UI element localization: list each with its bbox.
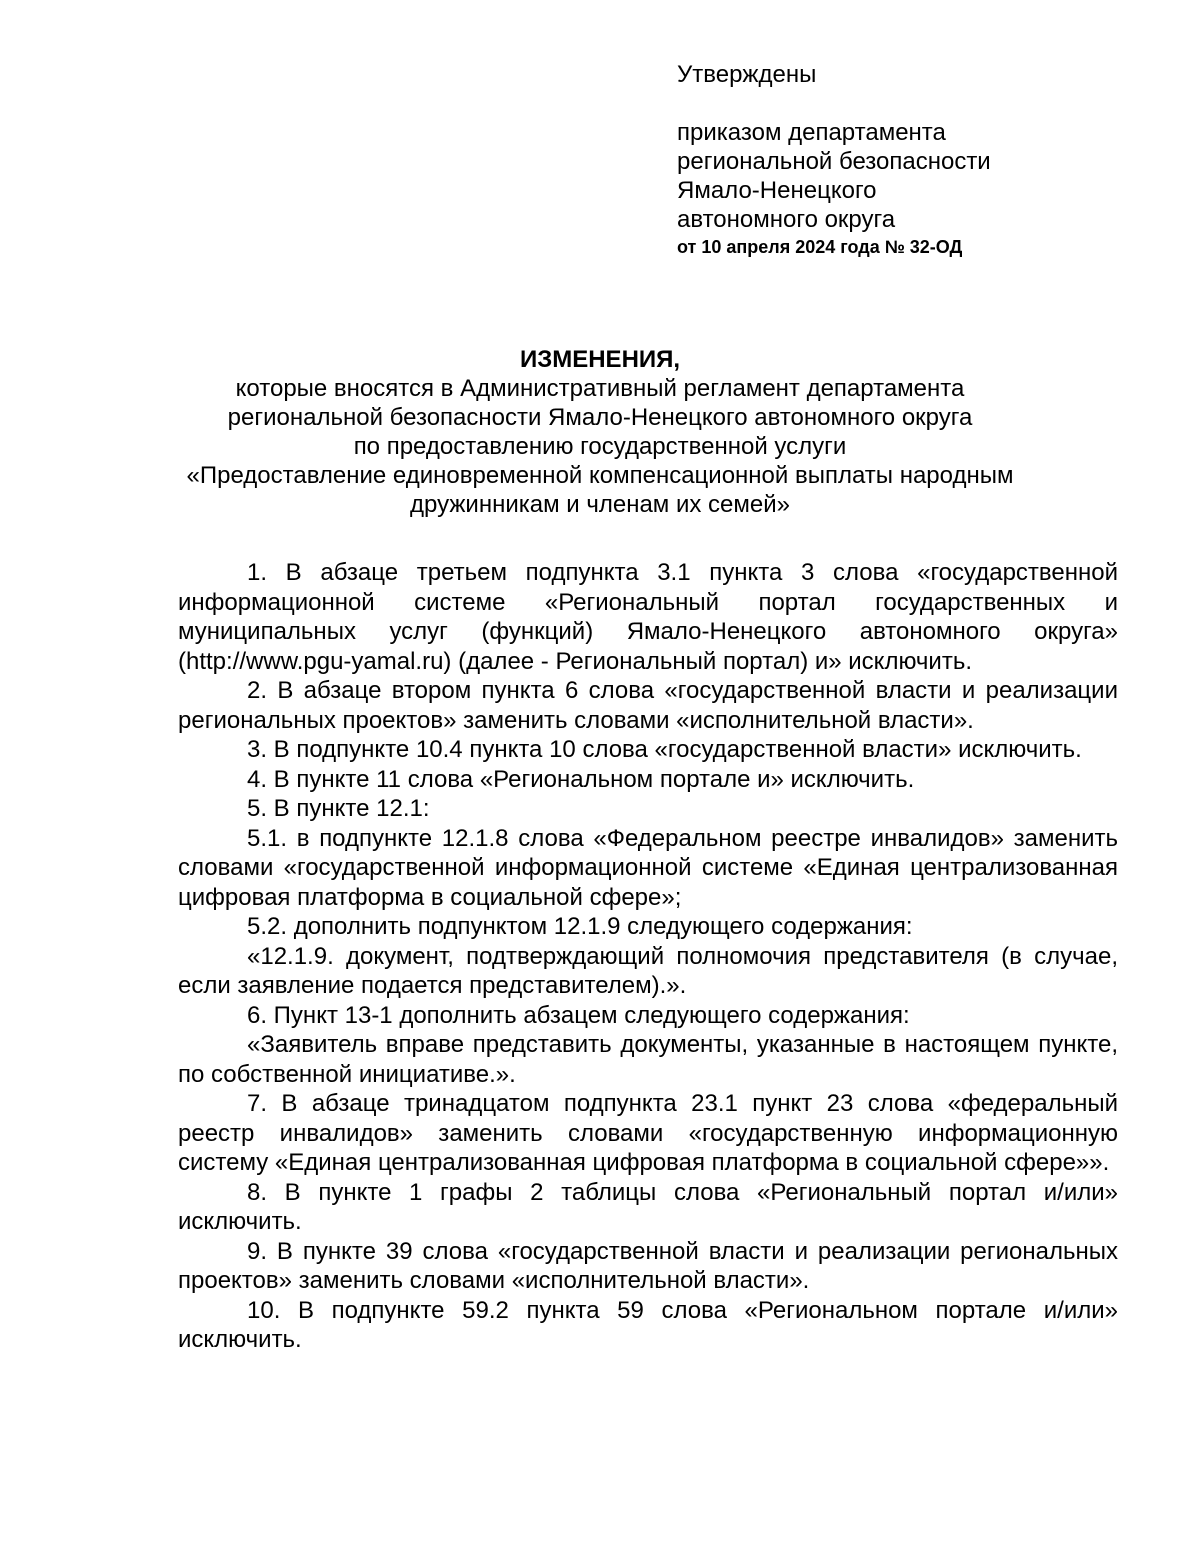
amendment-paragraph: 7. В абзаце тринадцатом подпункта 23.1 пункт 23 слова «федеральный реестр инвалидов» заменить словами «государственную информационную систему «Единая централизованная цифровая платформа в социальной сфере»». xyxy=(178,1090,1118,1176)
amendment-paragraph: 8. В пункте 1 графы 2 таблицы слова «Региональный портал и/или» исключить. xyxy=(178,1178,1118,1235)
amendment-paragraph: 5.1. в подпункте 12.1.8 слова «Федеральном реестре инвалидов» заменить словами «государственной информационной системе «Единая централизованная цифровая платформа в социальной сфере»; xyxy=(178,824,1118,911)
approved-label: Утверждены xyxy=(677,61,817,88)
amendment-paragraph: 4. В пункте 11 слова «Региональном портале и» исключить. xyxy=(247,765,915,793)
title-line: дружинникам и членам их семей» xyxy=(410,491,790,518)
amendment-paragraph: «Заявитель вправе представить документы, указанные в настоящем пункте, по собственной инициативе.». xyxy=(178,1031,1118,1088)
amendment-paragraph: 1. В абзаце третьем подпункта 3.1 пункта 3 слова «государственной информационной системе «Региональный портал государственных и муниципальных услуг (функций) Ямало-Ненецкого автономного округа» (http://www.pgu-yamal.ru) (далее - Региональный портал) и» исключить. xyxy=(178,559,1118,675)
document-title: ИЗМЕНЕНИЯ, xyxy=(519,346,681,373)
approval-line: приказом департамента xyxy=(677,119,946,146)
approval-line: автономного округа xyxy=(677,206,896,233)
amendment-paragraph: 2. В абзаце втором пункта 6 слова «государственной власти и реализации региональных проектов» заменить словами «исполнительной власти». xyxy=(178,677,1118,734)
amendment-paragraph: 10. В подпункте 59.2 пункта 59 слова «Региональном портале и/или» исключить. xyxy=(178,1296,1118,1353)
title-line: по предоставлению государственной услуги xyxy=(353,433,847,460)
amendments-list xyxy=(178,558,1118,1355)
amendment-paragraph: 5. В пункте 12.1: xyxy=(247,795,430,822)
title-line: которые вносятся в Административный регламент департамента xyxy=(235,375,965,402)
amendment-paragraph: 6. Пункт 13-1 дополнить абзацем следующего содержания: xyxy=(247,1001,910,1029)
approval-line: региональной безопасности xyxy=(677,148,991,175)
amendment-paragraph: 5.2. дополнить подпунктом 12.1.9 следующего содержания: xyxy=(247,913,913,940)
title-line: региональной безопасности Ямало-Ненецкого автономного округа xyxy=(227,404,973,431)
amendment-paragraph: 9. В пункте 39 слова «государственной власти и реализации региональных проектов» заменить словами «исполнительной власти». xyxy=(178,1237,1118,1294)
amendment-paragraph: «12.1.9. документ, подтверждающий полномочия представителя (в случае, если заявление подается представителем).». xyxy=(178,942,1118,999)
title-line: «Предоставление единовременной компенсационной выплаты народным xyxy=(186,462,1014,489)
order-reference: от 10 апреля 2024 года № 32-ОД xyxy=(677,237,963,257)
approval-line: Ямало-Ненецкого xyxy=(677,177,877,204)
approval-stamp-block xyxy=(677,60,1097,258)
amendment-paragraph: 3. В подпункте 10.4 пункта 10 слова «государственной власти» исключить. xyxy=(247,736,1082,763)
document-title-block xyxy=(150,345,1050,519)
